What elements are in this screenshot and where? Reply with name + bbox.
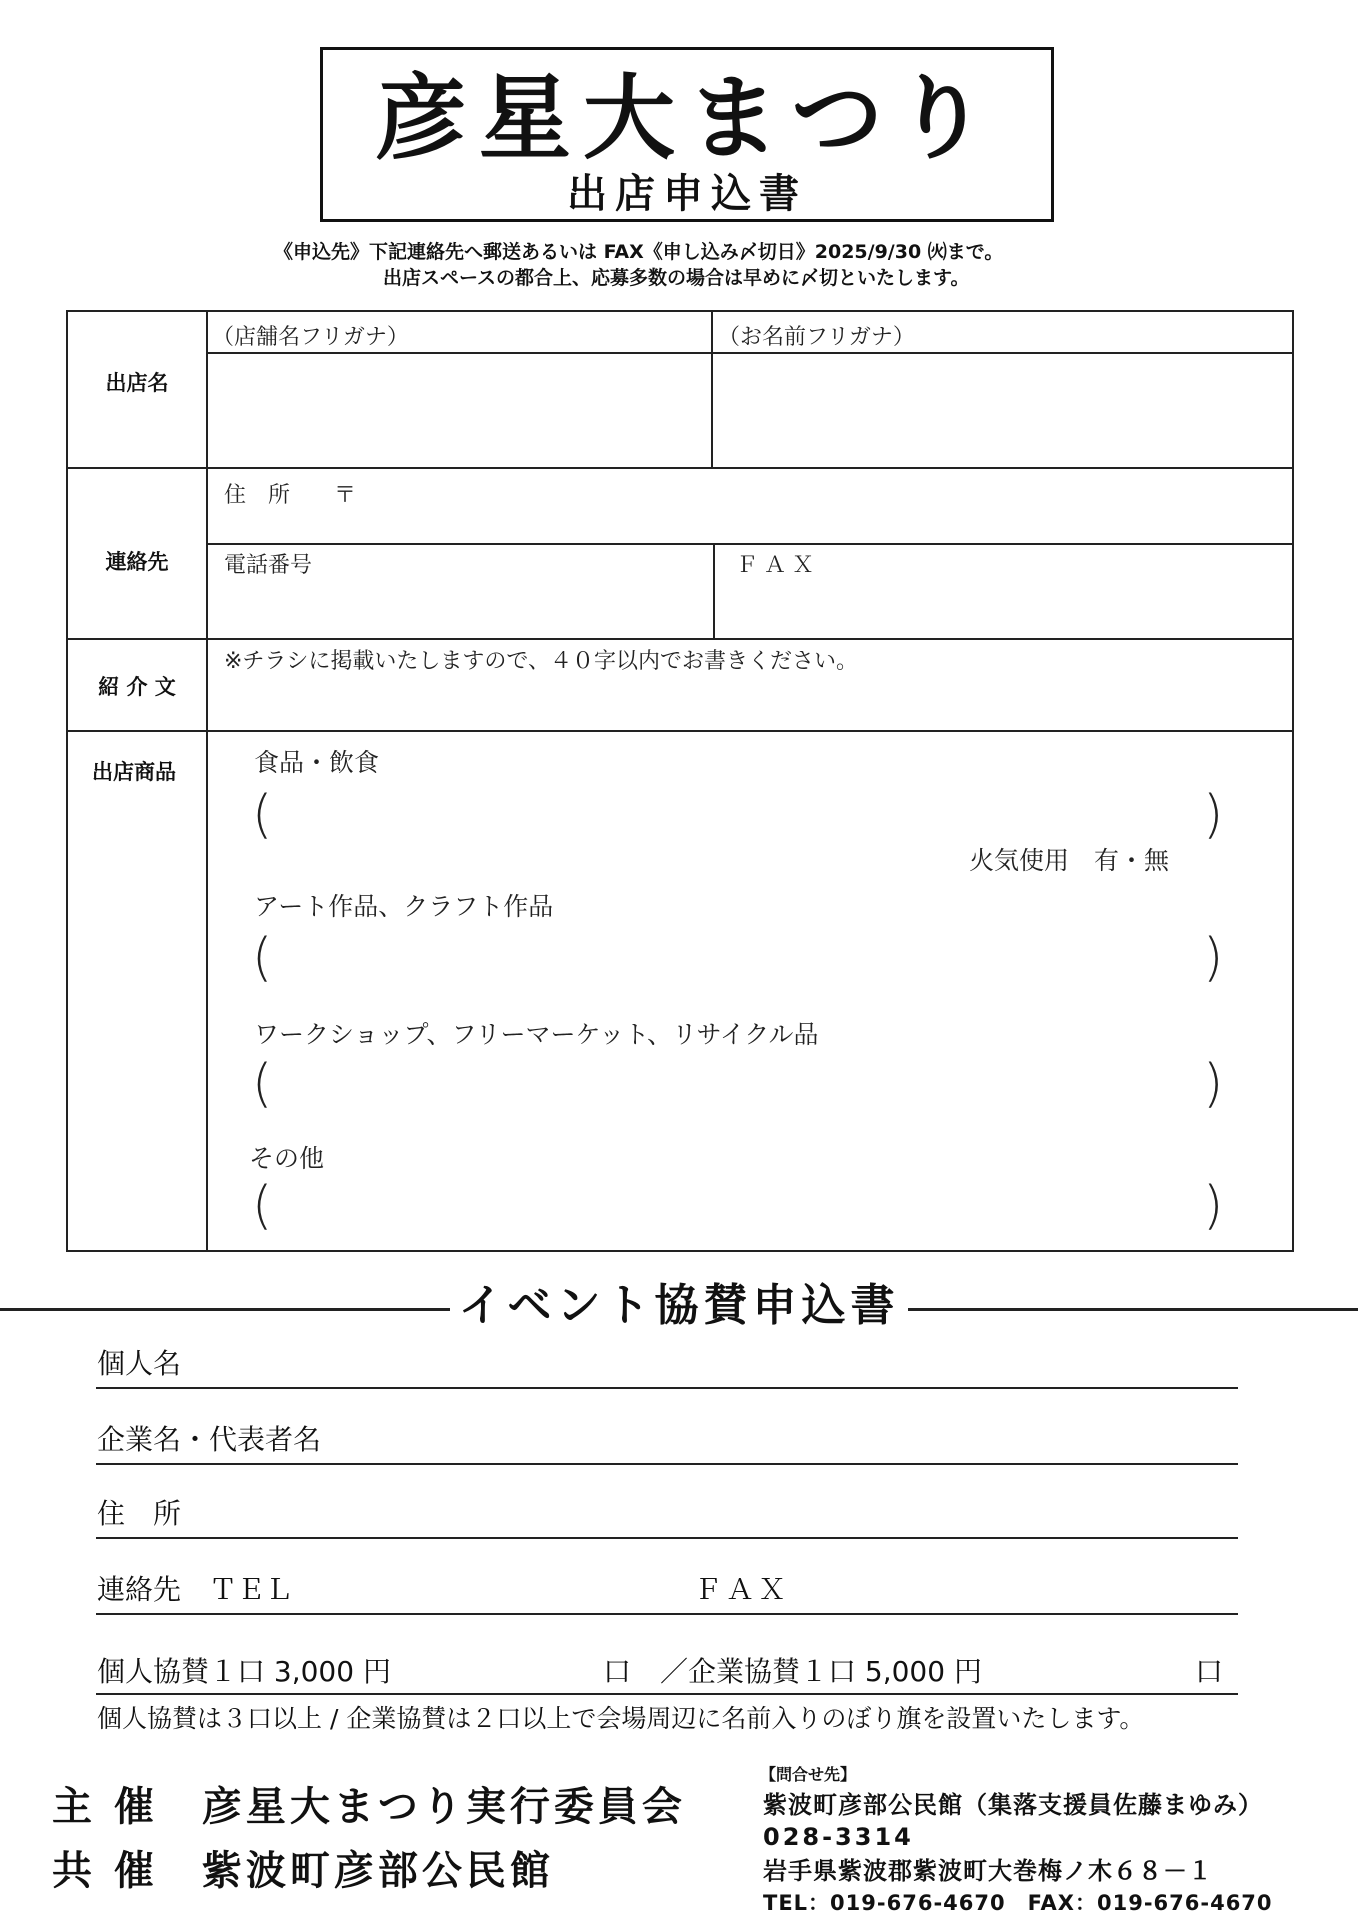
individual-units-field[interactable] (420, 1646, 595, 1690)
product-art-paren-open: ( (252, 928, 273, 988)
shop-kana-label: （店舗名フリガナ） (212, 325, 409, 350)
introduction-note: ※チラシに掲載いたしますので、４０字以内でお書きください。 (224, 649, 858, 674)
product-other-label: その他 (249, 1144, 325, 1173)
company-name-underline (96, 1463, 1238, 1465)
row-divider-intro (66, 730, 1294, 732)
product-workshop-field[interactable] (276, 1064, 1196, 1108)
product-workshop-label: ワークショップ、フリーマーケット、リサイクル品 (254, 1020, 819, 1049)
product-other-paren-open: ( (252, 1176, 273, 1236)
address-row-divider (206, 543, 1294, 545)
heading-shop-name: 出店名 (105, 371, 169, 395)
table-border-top (66, 310, 1294, 312)
product-food-field[interactable] (276, 795, 1196, 839)
inquiry-address: 岩手県紫波郡紫波町大巻梅ノ木６８－１ (763, 1857, 1213, 1885)
fax-field[interactable] (716, 546, 1290, 635)
address-label: 住 所 〒 (224, 483, 357, 508)
table-border-bottom (66, 1250, 1294, 1252)
product-other-paren-close: ) (1203, 1176, 1224, 1236)
individual-name-field[interactable] (200, 1338, 1236, 1384)
shop-name-column-divider (711, 310, 713, 467)
sponsor-tel-label: 連絡先 ＴＥＬ (97, 1573, 294, 1606)
title-box (320, 47, 1054, 222)
individual-name-underline (96, 1387, 1238, 1389)
fee-underline (96, 1693, 1238, 1695)
company-units-field[interactable] (1000, 1646, 1190, 1690)
page-title: 彦星大まつり (374, 65, 999, 172)
product-food-label: 食品・飲食 (254, 748, 380, 777)
inquiry-tel-fax: TEL：019-676-4670 FAX：019-676-4670 (763, 1891, 1273, 1915)
product-food-paren-close: ) (1203, 785, 1224, 845)
name-kana-label: （お名前フリガナ） (718, 325, 915, 350)
fax-label: ＦＡＸ (736, 553, 821, 578)
inquiry-label: 【問合せ先】 (760, 1765, 857, 1784)
co-host: 共 催 紫波町彦部公民館 (52, 1848, 554, 1894)
company-name-label: 企業名・代表者名 (97, 1423, 322, 1456)
heading-introduction: 紹 介 文 (98, 675, 176, 699)
heading-products: 出店商品 (92, 760, 176, 784)
sponsor-contact-underline (96, 1613, 1238, 1615)
page-subtitle: 出店申込書 (567, 171, 807, 217)
address-field[interactable] (210, 470, 1290, 540)
product-food-paren-open: ( (252, 785, 273, 845)
applicant-name-field[interactable] (716, 356, 1290, 464)
sponsorship-title: イベント協賛申込書 (450, 1276, 908, 1336)
company-unit-label: 口 (1195, 1655, 1224, 1688)
inquiry-office: 紫波町彦部公民館（集落支援員佐藤まゆみ） (763, 1791, 1263, 1819)
sponsor-address-label: 住 所 (97, 1497, 182, 1530)
host-organizer: 主 催 彦星大まつり実行委員会 (52, 1784, 686, 1830)
kana-row-divider (206, 352, 1294, 354)
product-art-field[interactable] (276, 938, 1196, 982)
sponsor-address-underline (96, 1537, 1238, 1539)
product-workshop-paren-open: ( (252, 1054, 273, 1114)
notice-line-2: 出店スペースの都合上、応募多数の場合は早めに〆切といたします。 (383, 267, 970, 289)
product-art-paren-close: ) (1203, 928, 1224, 988)
shop-name-field[interactable] (210, 356, 708, 464)
product-workshop-paren-close: ) (1203, 1054, 1224, 1114)
sponsor-tel-field[interactable] (310, 1564, 680, 1612)
individual-name-label: 個人名 (97, 1347, 182, 1380)
sponsor-fax-label: ＦＡＸ (694, 1573, 791, 1606)
row-divider-contact (66, 638, 1294, 640)
sponsor-address-field[interactable] (200, 1488, 1236, 1536)
row-divider-shop (66, 467, 1294, 469)
phone-fax-divider (713, 543, 715, 638)
phone-field[interactable] (210, 546, 710, 635)
sponsorship-note: 個人協賛は３口以上 / 企業協賛は２口以上で会場周辺に名前入りのぼり旗を設置いたします。 (97, 1704, 1145, 1733)
individual-unit-label: 口 (603, 1655, 632, 1688)
introduction-field[interactable] (210, 672, 1290, 727)
product-other-field[interactable] (276, 1186, 1196, 1230)
individual-fee-label: 個人協賛１口 3,000 円 (97, 1655, 391, 1688)
notice-line-1: 《申込先》下記連絡先へ郵送あるいは FAX《申し込み〆切日》2025/9/30 ㈫まで。 (274, 241, 1004, 263)
sponsor-fax-field[interactable] (790, 1564, 1236, 1612)
table-border-right (1292, 310, 1294, 1250)
heading-contact: 連絡先 (105, 550, 169, 574)
inquiry-postal-code: 028-3314 (763, 1823, 914, 1851)
company-name-field[interactable] (340, 1414, 1236, 1462)
product-art-label: アート作品、クラフト作品 (254, 892, 554, 921)
heading-column-divider (206, 310, 208, 1250)
phone-label: 電話番号 (224, 553, 313, 578)
fire-use-label[interactable]: 火気使用 有・無 (969, 846, 1170, 875)
company-fee-label: ／企業協賛１口 5,000 円 (660, 1655, 982, 1688)
